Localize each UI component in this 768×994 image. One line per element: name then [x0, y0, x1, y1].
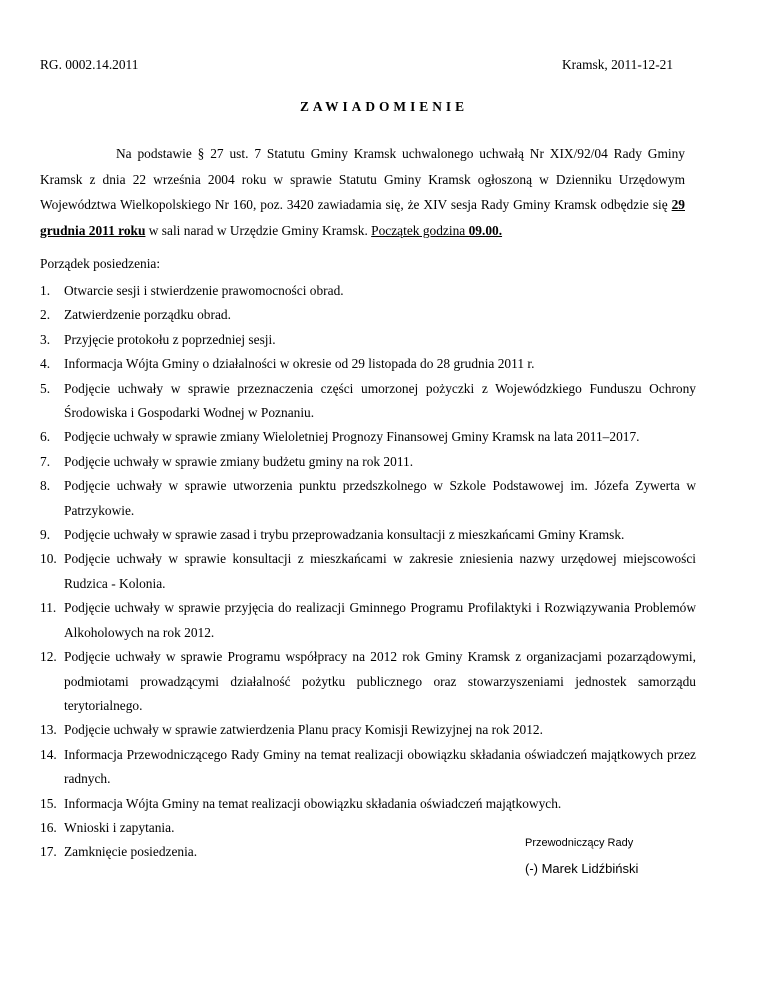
agenda-item [40, 523, 696, 547]
agenda-item-text: Przyjęcie protokołu z poprzedniej sesji. [64, 331, 276, 347]
agenda-item-text: Otwarcie sesji i stwierdzenie prawomocności obrad. [64, 283, 344, 298]
agenda-item-number: 10. [40, 551, 57, 567]
agenda-item-text: Podjęcie uchwały w sprawie zmiany Wieloletniej Prognozy Finansowej Gminy Kramsk na lata 2011–2017. [64, 429, 640, 445]
agenda-item [40, 450, 696, 474]
agenda-item-text: Zatwierdzenie porządku obrad. [64, 307, 231, 323]
agenda-item [40, 425, 696, 449]
agenda-item [40, 303, 696, 327]
signature-role: Przewodniczący Rady [525, 837, 634, 849]
agenda-item-number: 16. [40, 819, 57, 835]
agenda-item-text: Informacja Przewodniczącego Rady Gminy na temat realizacji obowiązku składania oświadczeń majątkowych przez radnych. [64, 746, 696, 787]
agenda-item-number: 14. [40, 746, 57, 762]
agenda-list [40, 279, 696, 865]
agenda-item-text: Podjęcie uchwały w sprawie zmiany budżetu gminy na rok 2011. [64, 453, 414, 469]
agenda-item-number: 7. [40, 453, 51, 469]
agenda-item [40, 596, 696, 645]
agenda-item-number: 9. [40, 527, 51, 543]
agenda-item-number: 6. [40, 429, 51, 445]
agenda-item-text: Podjęcie uchwały w sprawie konsultacji z mieszkańcami w zakresie zniesienia nazwy urzędowej miejscowości Rudzica - Kolonia. [64, 551, 696, 591]
agenda-item-number: 2. [40, 307, 51, 323]
agenda-item [40, 792, 696, 816]
agenda-item-number: 1. [40, 283, 51, 298]
agenda-item-text: Podjęcie uchwały w sprawie przyjęcia do realizacji Gminnego Programu Profilaktyki i Rozwiązywania Problemów Alkoholowych na rok 2012. [64, 600, 696, 640]
agenda-item-text: Podjęcie uchwały w sprawie zatwierdzenia Planu pracy Komisji Rewizyjnej na rok 2012. [64, 722, 543, 738]
intro-text-2: w sali narad w Urzędzie Gminy Kramsk. [145, 222, 372, 238]
agenda-item-number: 15. [40, 795, 57, 811]
agenda-item-text: Podjęcie uchwały w sprawie Programu współpracy na 2012 rok Gminy Kramsk z organizacjami pozarządowymi, podmiotami prowadzącymi działalność pożytku publicznego oraz stowarzyszeniami jednostek samorządu terytorialnego. [64, 649, 696, 713]
agenda-item-text: Podjęcie uchwały w sprawie przeznaczenia części umorzonej pożyczki z Wojewódzkiego Funduszu Ochrony Środowiska i Gospodarki Wodnej w Poznaniu. [64, 380, 696, 421]
start-time: 09.00. [468, 222, 503, 238]
intro-paragraph [40, 141, 685, 243]
agenda-item-text: Podjęcie uchwały w sprawie zasad i trybu przeprowadzania konsultacji z mieszkańcami Gminy Kramsk. [64, 527, 625, 543]
agenda-item-text: Informacja Wójta Gminy na temat realizacji obowiązku składania oświadczeń majątkowych. [64, 795, 562, 811]
place-date: Kramsk, 2011-12-21 [562, 57, 674, 72]
agenda-item [40, 279, 696, 303]
document-title: ZAWIADOMIENIE [299, 99, 469, 114]
agenda-item-number: 4. [40, 356, 51, 372]
agenda-item-number: 17. [40, 844, 57, 860]
agenda-item-number: 5. [40, 380, 51, 396]
agenda-item-text: Podjęcie uchwały w sprawie utworzenia punktu przedszkolnego w Szkole Podstawowej im. Józefa Zywerta w Patrzykowie. [64, 478, 696, 518]
agenda-item-number: 11. [40, 600, 57, 616]
agenda-item-text: Zamknięcie posiedzenia. [64, 844, 198, 860]
agenda-item [40, 645, 696, 718]
agenda-item [40, 743, 696, 792]
agenda-item-number: 8. [40, 478, 51, 494]
agenda-item [40, 474, 696, 523]
document-reference: RG. 0002.14.2011 [40, 57, 139, 72]
session-date: 29 grudnia 2011 roku [40, 197, 685, 238]
agenda-item-text: Informacja Wójta Gminy o działalności w okresie od 29 listopada do 28 grudnia 2011 r. [64, 356, 535, 372]
agenda-item-number: 3. [40, 331, 51, 347]
start-time-label: Początek godzina [371, 222, 469, 238]
signature-name: (-) Marek Lidźbiński [525, 861, 639, 876]
intro-text-1: Na podstawie § 27 ust. 7 Statutu Gminy Kramsk uchwalonego uchwałą Nr XIX/92/04 Rady Gminy Kramsk z dnia 22 września 2004 roku w sprawie Statutu Gminy Kramsk ogłoszoną w Dzienniku Urzędowym Województwa Wielkopolskiego Nr 160, poz. 3420 zawiadamia się, że XIV sesja Rady Gminy Kramsk odbędzie się [40, 146, 685, 212]
agenda-item-text: Wnioski i zapytania. [64, 819, 175, 835]
agenda-item-number: 13. [40, 722, 57, 738]
agenda-heading: Porządek posiedzenia: [40, 256, 161, 271]
agenda-item [40, 377, 696, 426]
agenda-item [40, 718, 696, 742]
agenda-item [40, 547, 696, 596]
agenda-item [40, 328, 696, 352]
agenda-item-number: 12. [40, 649, 57, 665]
agenda-item [40, 352, 696, 376]
